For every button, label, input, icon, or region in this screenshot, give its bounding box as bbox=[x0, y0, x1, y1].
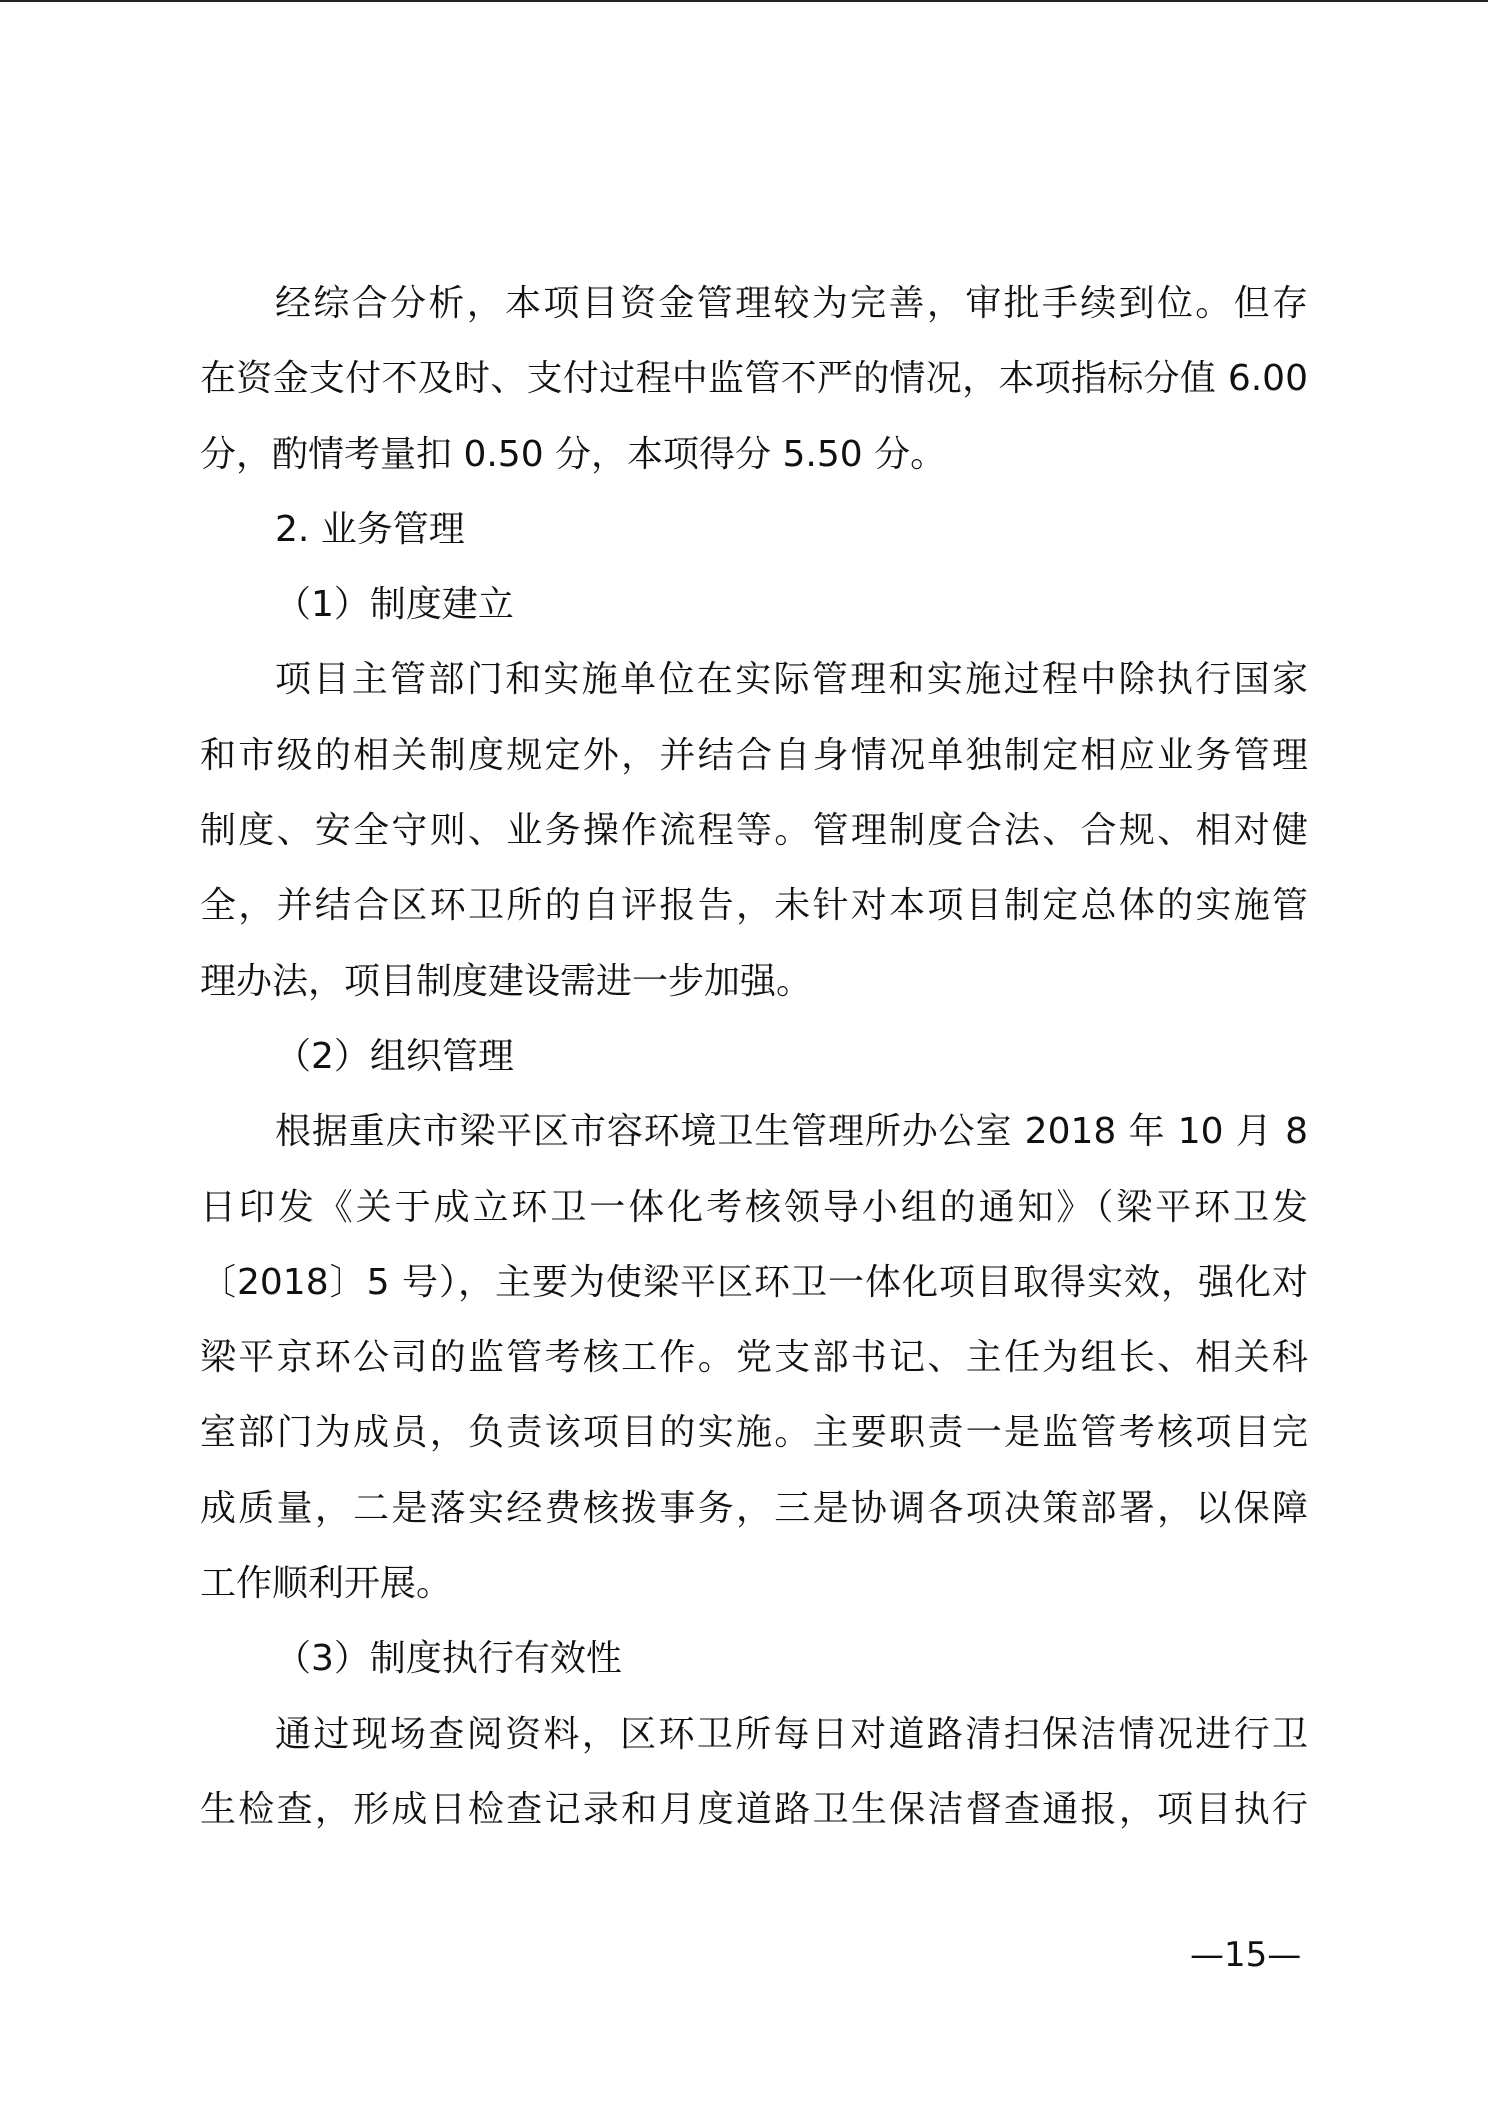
paragraph-line: 室部门为成员，负责该项目的实施。主要职责一是监管考核项目完 bbox=[200, 1412, 1308, 1454]
paragraph-line: 工作顺利开展。 bbox=[200, 1563, 453, 1605]
page-number: —15— bbox=[1190, 1935, 1302, 1975]
subsection-heading: （3）制度执行有效性 bbox=[275, 1638, 622, 1680]
paragraph-line: 生检查，形成日检查记录和月度道路卫生保洁督查通报，项目执行 bbox=[200, 1788, 1308, 1830]
paragraph-line: 成质量，二是落实经费核拨事务，三是协调各项决策部署，以保障 bbox=[200, 1487, 1308, 1529]
subsection-heading: （2）组织管理 bbox=[275, 1035, 514, 1077]
body-text bbox=[200, 266, 1308, 1847]
paragraph-line: 项目主管部门和实施单位在实际管理和实施过程中除执行国家 bbox=[275, 659, 1308, 701]
paragraph-line: 根据重庆市梁平区市容环境卫生管理所办公室 2018 年 10 月 8 bbox=[275, 1111, 1308, 1153]
paragraph-line: 分，酌情考量扣 0.50 分，本项得分 5.50 分。 bbox=[200, 433, 947, 475]
paragraph-line: 经综合分析，本项目资金管理较为完善，审批手续到位。但存 bbox=[275, 283, 1308, 324]
top-border-line bbox=[0, 0, 1488, 2]
paragraph-line: 日印发《关于成立环卫一体化考核领导小组的通知》（梁平环卫发 bbox=[200, 1186, 1308, 1228]
section-heading: 2. 业务管理 bbox=[275, 508, 465, 550]
paragraph-line: 通过现场查阅资料，区环卫所每日对道路清扫保洁情况进行卫 bbox=[275, 1713, 1308, 1755]
paragraph-line: 理办法，项目制度建设需进一步加强。 bbox=[200, 960, 813, 1002]
paragraph-line: 和市级的相关制度规定外，并结合自身情况单独制定相应业务管理 bbox=[200, 734, 1308, 776]
subsection-heading: （1）制度建立 bbox=[275, 584, 514, 626]
paragraph-line: 制度、安全守则、业务操作流程等。管理制度合法、合规、相对健 bbox=[200, 810, 1308, 852]
paragraph-line: 全，并结合区环卫所的自评报告，未针对本项目制定总体的实施管 bbox=[200, 885, 1308, 927]
paragraph-line: 〔2018〕5 号），主要为使梁平区环卫一体化项目取得实效，强化对 bbox=[200, 1261, 1308, 1303]
paragraph-line: 梁平京环公司的监管考核工作。党支部书记、主任为组长、相关科 bbox=[200, 1337, 1308, 1379]
paragraph-line: 在资金支付不及时、支付过程中监管不严的情况，本项指标分值 6.00 bbox=[200, 358, 1308, 400]
